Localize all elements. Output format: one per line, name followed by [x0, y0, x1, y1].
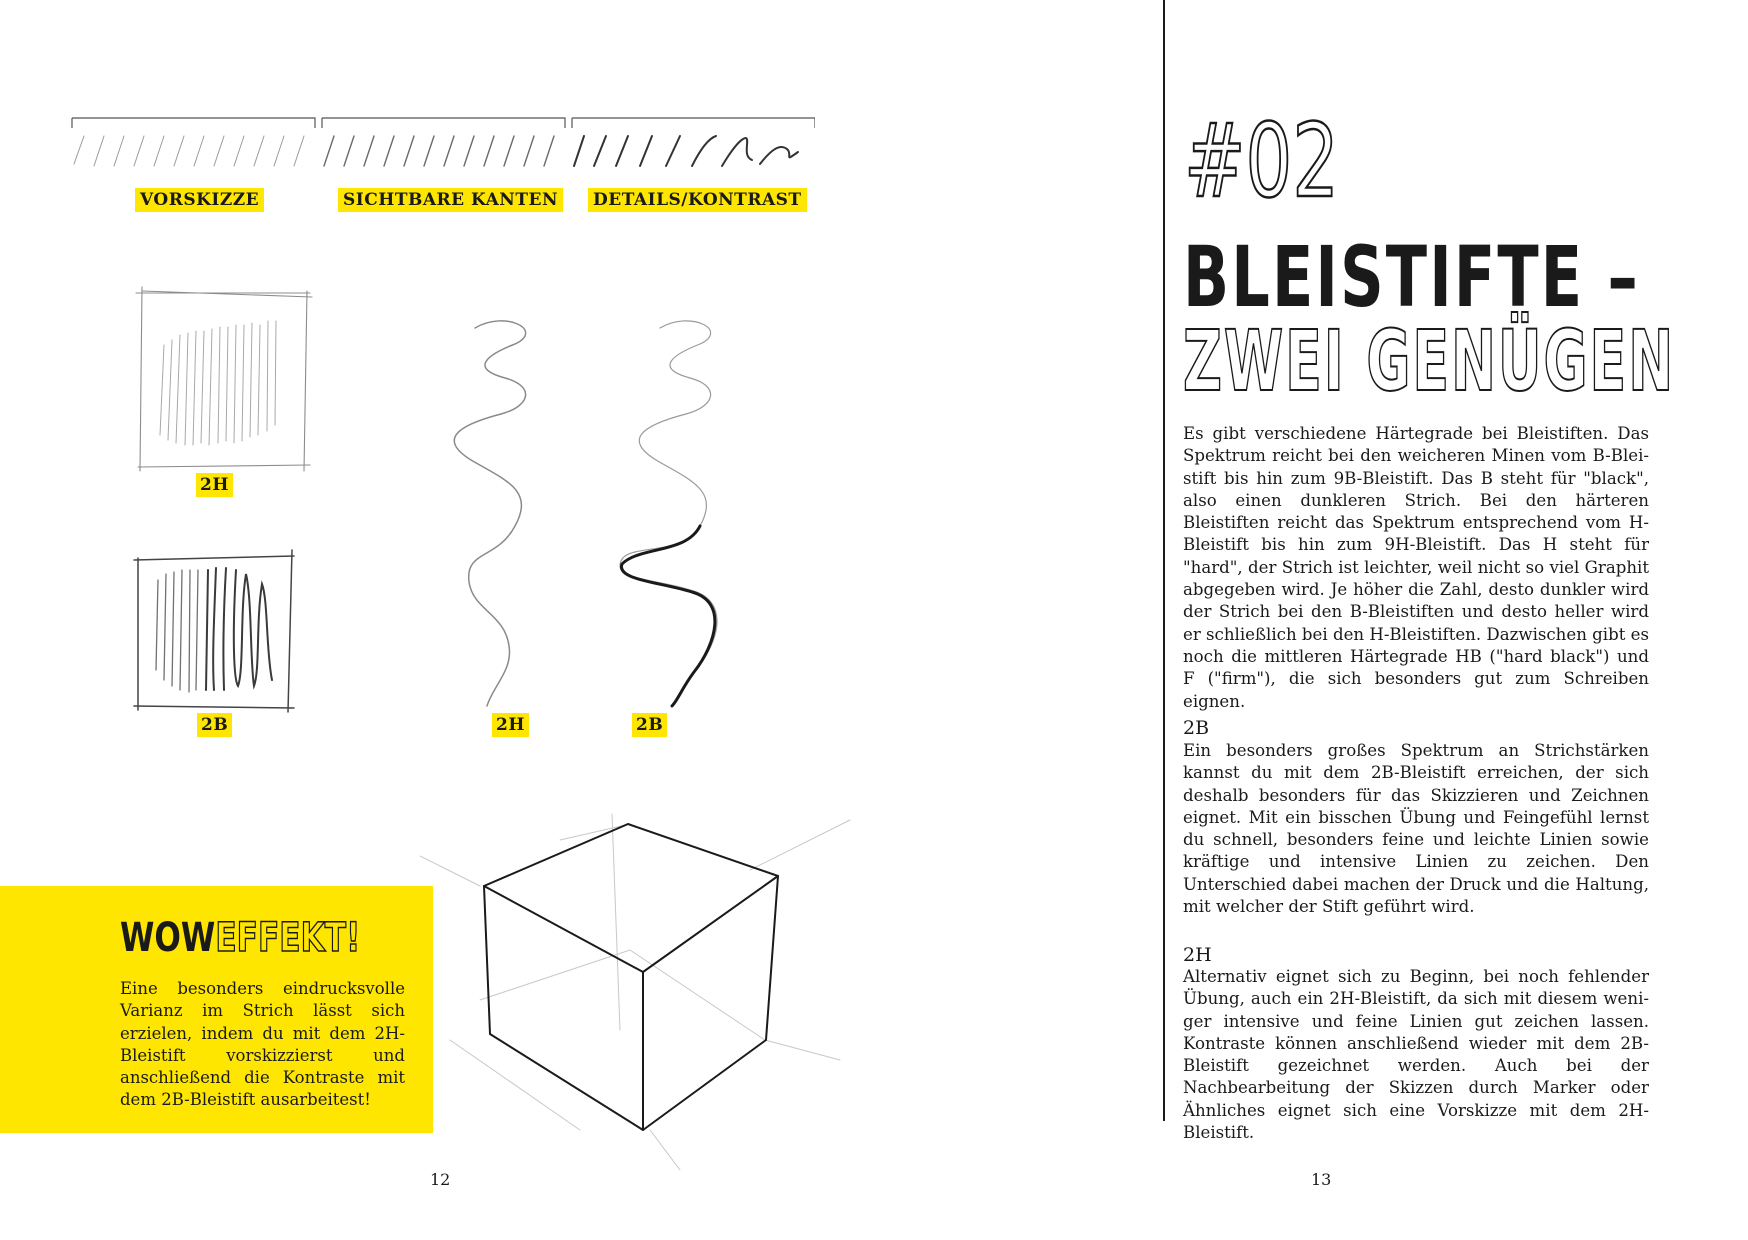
label-sichtbare-kanten: SICHTBARE KANTEN [338, 188, 563, 212]
page-title-line2: ZWEI GENÜGEN [1183, 312, 1676, 410]
square-sketch-2h [130, 285, 315, 475]
wave-sketch-2b [600, 310, 750, 710]
page-number-left: 12 [430, 1170, 451, 1189]
section-text-2b: Ein besonders großes Spektrum an Strichstärken kannst du mit dem 2B-Bleistift erreichen, der sich deshalb besonders für das Skizzieren und Zeichnen eignet. Mit ein bisschen Übung und Feingefühl lernst du schnell, besonders feine und leichte Linien sowie kräftige und intensive Linien zu zeichen. Den Unterschied dabei machen der Druck und die Haltung, mit welcher der Stift geführt wird. [1183, 741, 1649, 917]
stroke-scale-illustration [70, 116, 815, 176]
wave-sketch-2h [435, 310, 545, 710]
section-text-2h: Alternativ eignet sich zu Beginn, bei noch fehlender Übung, auch ein 2H-Bleistift, da sich mit diesem weniger intensive und feine Linien gut zeichen lassen. Kontraste können anschließend wieder mit dem 2B-Bleistift gezeichnet werden. Auch bei der Nachbearbeitung der Skizzen durch Marker oder Ähnliches eignet sich eine Vorskizze mit dem 2H-Bleistift. [1183, 967, 1649, 1143]
wow-effect-box [0, 886, 433, 1133]
label-details-kontrast: DETAILS/KONTRAST [588, 188, 807, 212]
cube-sketch [420, 800, 860, 1180]
page-number-right: 13 [1311, 1170, 1332, 1189]
page-divider [1163, 0, 1165, 1121]
page-title-line1: BLEISTIFTE – [1183, 228, 1640, 326]
wow-effect-title [120, 916, 360, 960]
label-wave-2b: 2B [632, 713, 667, 737]
label-square-2b: 2B [197, 713, 232, 737]
square-sketch-2b [128, 540, 298, 715]
wow-effect-text: Eine besonders eindrucksvolle Varianz im Strich lässt sich erzielen, indem du mit dem 2H-Bleistift vorskizzierst und anschließend die Kontraste mit dem 2B-Bleistift ausarbeitest! [120, 979, 405, 1110]
wow-title-outline: EFFEKT! [215, 915, 361, 961]
wow-title-solid: WOW [120, 915, 216, 961]
intro-paragraph: Es gibt verschiedene Härtegrade bei Bleistiften. Das Spektrum reicht bei den weicheren Minen vom B-Bleistift bis hin zum 9B-Bleistift. Das B steht für "black", also einen dunkleren Strich. Bei den härteren Bleistiften reicht das Spektrum entsprechend vom H-Bleistift bis hin zum 9H-Bleistift. Das H steht für "hard", der Strich ist leichter, weil nicht so viel Graphit abgegeben wird. Je höher die Zahl, desto dunkler wird der Strich bei den B-Bleistiften und desto heller wird er schließlich bei den H-Bleistiften. Dazwischen gibt es noch die mittleren Härtegrade HB ("hard black") und F ("firm"), die sich besonders gut zum Schreiben eignen. [1183, 424, 1649, 711]
section-heading-2b: 2B [1183, 717, 1210, 739]
section-heading-2h: 2H [1183, 944, 1212, 966]
label-square-2h: 2H [196, 473, 233, 497]
label-wave-2h: 2H [492, 713, 529, 737]
chapter-number: #02 [1184, 102, 1339, 221]
label-vorskizze: VORSKIZZE [135, 188, 264, 212]
